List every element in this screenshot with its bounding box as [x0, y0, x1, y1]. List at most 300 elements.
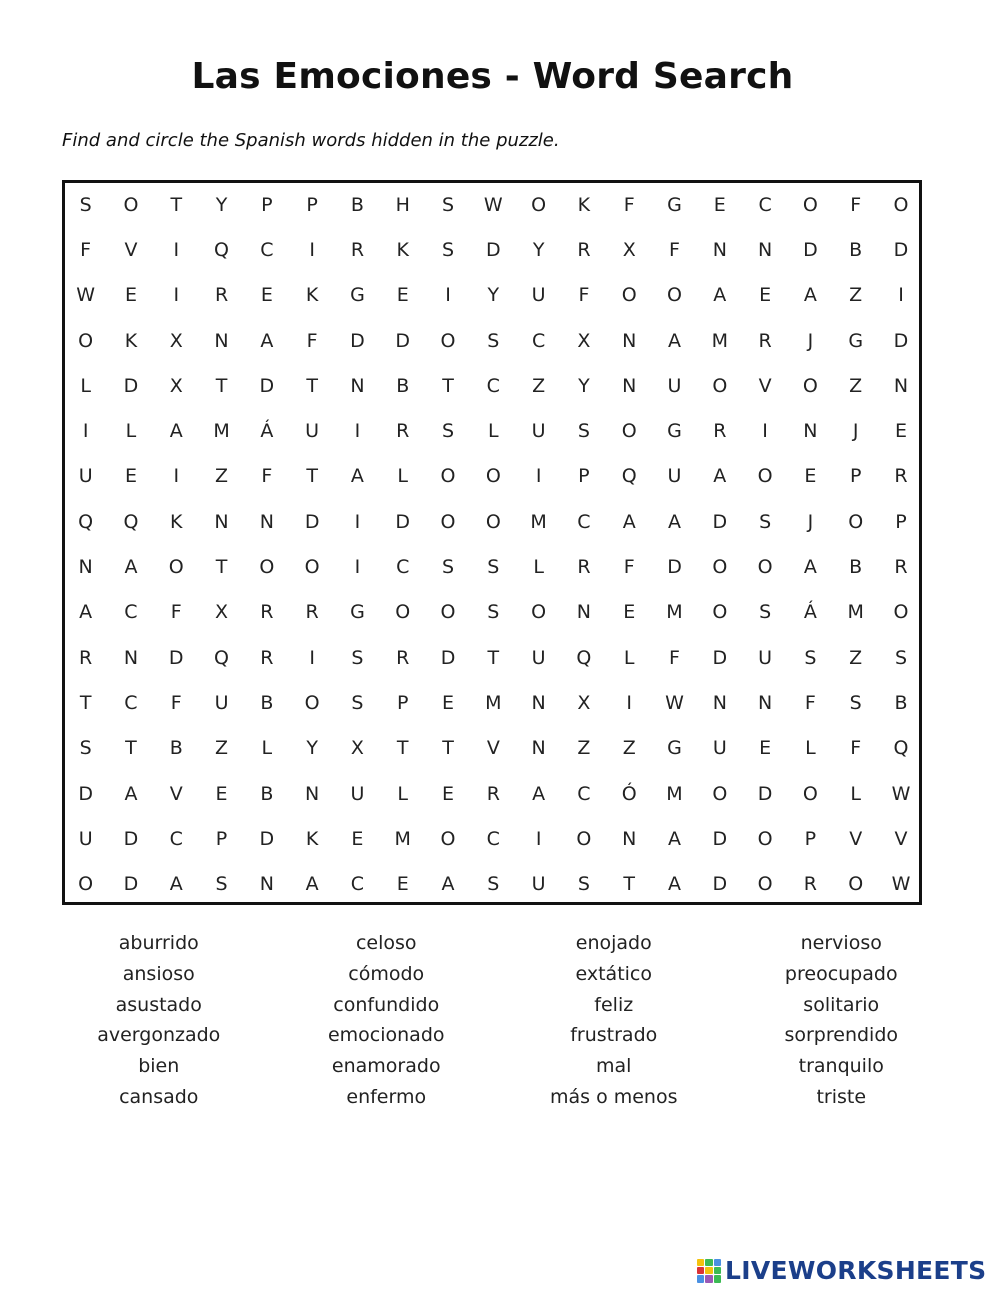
grid-cell[interactable]: T [306, 374, 318, 397]
grid-cell[interactable]: D [259, 827, 275, 850]
grid-cell[interactable]: O [621, 420, 637, 443]
grid-cell[interactable]: I [626, 691, 633, 714]
grid-cell[interactable]: T [79, 691, 92, 714]
grid-cell[interactable]: N [259, 510, 274, 533]
grid-cell[interactable]: Q [893, 737, 909, 760]
grid-cell[interactable]: O [440, 827, 456, 850]
grid-cell[interactable]: O [440, 601, 456, 624]
grid-cell[interactable]: S [441, 420, 455, 443]
grid-cell[interactable]: O [802, 782, 818, 805]
grid-cell[interactable]: O [757, 827, 773, 850]
grid-cell[interactable]: I [173, 465, 180, 488]
grid-cell[interactable]: O [712, 782, 728, 805]
grid-cell[interactable]: F [669, 646, 680, 669]
grid-cell[interactable]: D [395, 510, 411, 533]
grid-cell[interactable]: C [486, 374, 500, 397]
grid-cell[interactable]: L [397, 782, 409, 805]
grid-cell[interactable]: Z [849, 284, 863, 307]
grid-cell[interactable]: A [169, 420, 183, 443]
grid-cell[interactable]: L [533, 556, 544, 579]
grid-cell[interactable]: I [82, 420, 89, 443]
grid-cell[interactable]: S [215, 873, 228, 896]
grid-cell[interactable]: U [350, 782, 365, 805]
grid-cell[interactable]: R [713, 420, 727, 443]
grid-cell[interactable]: O [123, 193, 139, 216]
grid-cell[interactable]: P [306, 193, 318, 216]
grid-cell[interactable]: D [712, 646, 728, 669]
grid-cell[interactable]: D [893, 329, 909, 352]
grid-cell[interactable]: B [260, 691, 274, 714]
grid-cell[interactable]: K [124, 329, 138, 352]
grid-cell[interactable]: K [396, 238, 409, 261]
grid-cell[interactable]: O [259, 556, 275, 579]
grid-cell[interactable]: Q [214, 238, 230, 261]
grid-cell[interactable]: T [306, 465, 318, 488]
grid-cell[interactable]: M [530, 510, 547, 533]
grid-cell[interactable]: R [577, 556, 591, 579]
grid-cell[interactable]: N [803, 420, 818, 443]
grid-cell[interactable]: K [305, 284, 319, 307]
grid-cell[interactable]: A [668, 329, 681, 352]
grid-cell[interactable]: I [354, 510, 361, 533]
grid-cell[interactable]: I [535, 465, 542, 488]
grid-cell[interactable]: Q [576, 646, 592, 669]
grid-cell[interactable]: U [667, 465, 682, 488]
grid-cell[interactable]: S [441, 193, 455, 216]
grid-cell[interactable]: N [712, 691, 727, 714]
grid-cell[interactable]: I [173, 284, 180, 307]
grid-cell[interactable]: L [850, 782, 861, 805]
grid-cell[interactable]: X [350, 737, 364, 760]
grid-cell[interactable]: M [394, 827, 411, 850]
grid-cell[interactable]: I [445, 284, 451, 307]
grid-cell[interactable]: U [78, 827, 93, 850]
grid-cell[interactable]: E [124, 284, 137, 307]
grid-cell[interactable]: O [440, 329, 456, 352]
grid-cell[interactable]: S [351, 646, 364, 669]
grid-cell[interactable]: Z [849, 646, 863, 669]
grid-cell[interactable]: Y [578, 374, 590, 397]
grid-cell[interactable]: V [486, 737, 500, 760]
grid-cell[interactable]: E [894, 420, 907, 443]
grid-cell[interactable]: D [712, 827, 728, 850]
grid-cell[interactable]: S [849, 691, 862, 714]
grid-cell[interactable]: O [168, 556, 184, 579]
grid-cell[interactable]: E [442, 691, 455, 714]
grid-cell[interactable]: G [848, 329, 864, 352]
grid-cell[interactable]: O [485, 510, 501, 533]
grid-cell[interactable]: F [623, 556, 635, 579]
grid-cell[interactable]: O [304, 691, 320, 714]
grid-cell[interactable]: P [849, 465, 862, 488]
grid-cell[interactable]: V [849, 827, 863, 850]
grid-cell[interactable]: R [486, 782, 500, 805]
grid-cell[interactable]: O [78, 329, 94, 352]
grid-cell[interactable]: A [169, 873, 183, 896]
grid-cell[interactable]: B [894, 691, 908, 714]
grid-cell[interactable]: R [260, 646, 274, 669]
grid-cell[interactable]: O [576, 827, 592, 850]
grid-cell[interactable]: R [577, 238, 591, 261]
grid-cell[interactable]: S [487, 873, 500, 896]
grid-cell[interactable]: U [712, 737, 727, 760]
grid-cell[interactable]: S [759, 601, 772, 624]
grid-cell[interactable]: G [350, 601, 365, 624]
grid-cell[interactable]: I [354, 556, 361, 579]
grid-cell[interactable]: O [395, 601, 411, 624]
grid-cell[interactable]: C [531, 329, 546, 352]
grid-cell[interactable]: O [621, 284, 637, 307]
grid-cell[interactable]: F [578, 284, 590, 307]
grid-cell[interactable]: O [712, 374, 728, 397]
grid-cell[interactable]: N [214, 510, 229, 533]
grid-cell[interactable]: P [396, 691, 409, 714]
grid-cell[interactable]: F [804, 691, 816, 714]
grid-cell[interactable]: W [665, 691, 684, 714]
grid-cell[interactable]: N [622, 827, 637, 850]
grid-cell[interactable]: B [849, 556, 863, 579]
grid-cell[interactable]: T [623, 873, 636, 896]
grid-cell[interactable]: U [667, 374, 682, 397]
grid-cell[interactable]: B [260, 782, 274, 805]
grid-cell[interactable]: S [804, 646, 817, 669]
grid-cell[interactable]: L [623, 646, 635, 669]
grid-cell[interactable]: R [214, 284, 229, 307]
grid-cell[interactable]: C [577, 510, 591, 533]
grid-cell[interactable]: C [350, 873, 365, 896]
grid-cell[interactable]: I [309, 646, 315, 669]
grid-cell[interactable]: Z [622, 737, 636, 760]
grid-cell[interactable]: R [305, 601, 319, 624]
grid-cell[interactable]: I [354, 420, 361, 443]
grid-cell[interactable]: V [169, 782, 183, 805]
grid-cell[interactable]: G [667, 737, 682, 760]
grid-cell[interactable]: S [487, 601, 500, 624]
grid-cell[interactable]: W [891, 873, 911, 896]
grid-cell[interactable]: G [667, 193, 682, 216]
grid-cell[interactable]: D [486, 238, 501, 261]
grid-cell[interactable]: L [805, 737, 816, 760]
grid-cell[interactable]: Q [123, 510, 139, 533]
grid-cell[interactable]: C [260, 238, 274, 261]
grid-cell[interactable]: T [442, 374, 454, 397]
grid-cell[interactable]: N [757, 691, 773, 714]
grid-cell[interactable]: S [487, 556, 500, 579]
grid-cell[interactable]: L [261, 737, 273, 760]
grid-cell[interactable]: N [712, 238, 727, 261]
grid-cell[interactable]: W [76, 284, 96, 307]
grid-cell[interactable]: I [535, 827, 542, 850]
grid-cell[interactable]: E [396, 873, 409, 896]
grid-cell[interactable]: J [807, 329, 814, 352]
grid-cell[interactable]: D [757, 782, 773, 805]
grid-cell[interactable]: Q [78, 510, 94, 533]
grid-cell[interactable]: L [125, 420, 137, 443]
grid-cell[interactable]: K [577, 193, 591, 216]
grid-cell[interactable]: J [852, 420, 859, 443]
grid-cell[interactable]: K [305, 827, 319, 850]
grid-cell[interactable]: D [304, 510, 320, 533]
grid-cell[interactable]: F [850, 737, 862, 760]
grid-cell[interactable]: A [803, 284, 817, 307]
grid-cell[interactable]: K [170, 510, 183, 533]
grid-cell[interactable]: F [306, 329, 318, 352]
grid-cell[interactable]: T [170, 193, 183, 216]
grid-cell[interactable]: E [260, 284, 273, 307]
grid-cell[interactable]: N [576, 601, 592, 624]
grid-cell[interactable]: Ó [621, 782, 637, 805]
grid-cell[interactable]: S [79, 737, 92, 760]
grid-cell[interactable]: T [125, 737, 137, 760]
grid-cell[interactable]: N [305, 782, 320, 805]
grid-cell[interactable]: D [712, 510, 728, 533]
grid-cell[interactable]: I [762, 420, 768, 443]
grid-cell[interactable]: H [395, 193, 410, 216]
grid-cell[interactable]: V [894, 827, 908, 850]
grid-cell[interactable]: N [757, 238, 773, 261]
grid-cell[interactable]: W [483, 193, 503, 216]
grid-cell[interactable]: O [893, 193, 909, 216]
grid-cell[interactable]: O [712, 601, 728, 624]
grid-cell[interactable]: T [487, 646, 500, 669]
grid-cell[interactable]: Y [487, 284, 500, 307]
grid-cell[interactable]: O [757, 465, 773, 488]
grid-cell[interactable]: D [168, 646, 184, 669]
grid-cell[interactable]: X [577, 329, 591, 352]
grid-cell[interactable]: P [578, 465, 590, 488]
grid-cell[interactable]: A [803, 556, 817, 579]
grid-cell[interactable]: D [78, 782, 93, 805]
grid-cell[interactable]: M [485, 691, 502, 714]
grid-cell[interactable]: R [79, 646, 93, 669]
grid-cell[interactable]: E [759, 284, 772, 307]
grid-cell[interactable]: C [396, 556, 410, 579]
grid-cell[interactable]: D [350, 329, 365, 352]
grid-cell[interactable]: A [124, 556, 138, 579]
grid-cell[interactable]: S [351, 691, 364, 714]
grid-cell[interactable]: F [623, 193, 635, 216]
grid-cell[interactable]: O [304, 556, 320, 579]
grid-cell[interactable]: X [169, 374, 183, 397]
grid-cell[interactable]: E [804, 465, 817, 488]
grid-cell[interactable]: O [802, 193, 818, 216]
grid-cell[interactable]: S [894, 646, 908, 669]
grid-cell[interactable]: P [804, 827, 817, 850]
grid-cell[interactable]: M [666, 601, 683, 624]
grid-cell[interactable]: R [758, 329, 772, 352]
grid-cell[interactable]: R [350, 238, 365, 261]
grid-cell[interactable]: N [893, 374, 909, 397]
grid-cell[interactable]: F [850, 193, 862, 216]
grid-cell[interactable]: T [442, 737, 454, 760]
grid-cell[interactable]: L [397, 465, 409, 488]
grid-cell[interactable]: X [215, 601, 229, 624]
grid-cell[interactable]: F [170, 601, 182, 624]
grid-cell[interactable]: D [123, 374, 139, 397]
grid-cell[interactable]: Y [215, 193, 228, 216]
grid-cell[interactable]: M [666, 782, 683, 805]
grid-cell[interactable]: U [78, 465, 93, 488]
grid-cell[interactable]: N [350, 374, 365, 397]
grid-cell[interactable]: N [214, 329, 229, 352]
grid-cell[interactable]: Á [260, 420, 274, 443]
grid-cell[interactable]: M [213, 420, 230, 443]
grid-cell[interactable]: X [577, 691, 591, 714]
grid-cell[interactable]: O [440, 465, 456, 488]
grid-cell[interactable]: N [123, 646, 139, 669]
grid-cell[interactable]: O [893, 601, 909, 624]
grid-cell[interactable]: N [531, 691, 546, 714]
grid-cell[interactable]: D [893, 238, 909, 261]
grid-cell[interactable]: E [442, 782, 455, 805]
grid-cell[interactable]: U [305, 420, 320, 443]
grid-cell[interactable]: E [215, 782, 228, 805]
grid-cell[interactable]: R [396, 420, 410, 443]
grid-cell[interactable]: Z [215, 465, 229, 488]
grid-cell[interactable]: A [668, 510, 681, 533]
grid-cell[interactable]: A [668, 827, 681, 850]
grid-cell[interactable]: D [395, 329, 411, 352]
grid-cell[interactable]: F [669, 238, 680, 261]
grid-cell[interactable]: A [350, 465, 364, 488]
grid-cell[interactable]: E [351, 827, 364, 850]
grid-cell[interactable]: A [668, 873, 681, 896]
grid-cell[interactable]: G [667, 420, 682, 443]
grid-cell[interactable]: B [849, 238, 863, 261]
grid-cell[interactable]: V [124, 238, 138, 261]
grid-cell[interactable]: C [124, 601, 138, 624]
grid-cell[interactable]: F [261, 465, 273, 488]
grid-cell[interactable]: Z [577, 737, 591, 760]
grid-cell[interactable]: Z [215, 737, 229, 760]
grid-cell[interactable]: X [622, 238, 636, 261]
grid-cell[interactable]: D [123, 873, 139, 896]
grid-cell[interactable]: Á [803, 601, 817, 624]
grid-cell[interactable]: I [309, 238, 315, 261]
grid-cell[interactable]: O [531, 601, 547, 624]
grid-cell[interactable]: O [440, 510, 456, 533]
grid-cell[interactable]: A [124, 782, 138, 805]
grid-cell[interactable]: N [259, 873, 274, 896]
grid-cell[interactable]: L [80, 374, 91, 397]
grid-cell[interactable]: R [396, 646, 410, 669]
grid-cell[interactable]: A [713, 284, 727, 307]
grid-cell[interactable]: A [532, 782, 546, 805]
grid-cell[interactable]: R [260, 601, 274, 624]
grid-cell[interactable]: L [488, 420, 499, 443]
grid-cell[interactable]: E [759, 737, 772, 760]
grid-cell[interactable]: O [757, 873, 773, 896]
grid-cell[interactable]: D [440, 646, 456, 669]
grid-cell[interactable]: S [441, 238, 455, 261]
grid-cell[interactable]: I [898, 284, 904, 307]
grid-cell[interactable]: A [79, 601, 93, 624]
grid-cell[interactable]: W [891, 782, 911, 805]
grid-cell[interactable]: O [848, 873, 864, 896]
grid-cell[interactable]: P [215, 827, 228, 850]
grid-cell[interactable]: O [78, 873, 94, 896]
grid-cell[interactable]: N [78, 556, 93, 579]
grid-cell[interactable]: S [577, 873, 590, 896]
grid-cell[interactable]: P [261, 193, 273, 216]
grid-cell[interactable]: M [711, 329, 728, 352]
grid-cell[interactable]: S [487, 329, 500, 352]
grid-cell[interactable]: D [667, 556, 682, 579]
grid-cell[interactable]: Q [621, 465, 637, 488]
grid-cell[interactable]: Z [849, 374, 863, 397]
grid-cell[interactable]: S [441, 556, 455, 579]
grid-cell[interactable]: O [757, 556, 773, 579]
grid-cell[interactable]: D [803, 238, 818, 261]
grid-cell[interactable]: Q [214, 646, 230, 669]
grid-cell[interactable]: T [396, 737, 409, 760]
grid-cell[interactable]: E [713, 193, 726, 216]
grid-cell[interactable]: T [215, 374, 228, 397]
grid-cell[interactable]: O [667, 284, 682, 307]
grid-cell[interactable]: A [622, 510, 636, 533]
grid-cell[interactable]: T [215, 556, 228, 579]
grid-cell[interactable]: D [259, 374, 275, 397]
grid-cell[interactable]: U [531, 873, 546, 896]
grid-cell[interactable]: R [803, 873, 817, 896]
grid-cell[interactable]: S [759, 510, 772, 533]
grid-cell[interactable]: R [894, 556, 908, 579]
grid-cell[interactable]: D [712, 873, 728, 896]
grid-cell[interactable]: E [396, 284, 409, 307]
grid-cell[interactable]: U [531, 420, 546, 443]
grid-cell[interactable]: C [758, 193, 772, 216]
grid-cell[interactable]: E [124, 465, 137, 488]
grid-cell[interactable]: C [486, 827, 500, 850]
grid-cell[interactable]: A [441, 873, 455, 896]
grid-cell[interactable]: B [396, 374, 410, 397]
grid-cell[interactable]: A [713, 465, 727, 488]
grid-cell[interactable]: Y [306, 737, 318, 760]
grid-cell[interactable]: N [622, 374, 637, 397]
grid-cell[interactable]: O [712, 556, 728, 579]
grid-cell[interactable]: S [79, 193, 92, 216]
grid-cell[interactable]: Z [532, 374, 546, 397]
grid-cell[interactable]: P [895, 510, 907, 533]
grid-cell[interactable]: C [169, 827, 183, 850]
grid-cell[interactable]: M [847, 601, 864, 624]
grid-cell[interactable]: J [807, 510, 814, 533]
grid-cell[interactable]: E [623, 601, 636, 624]
grid-cell[interactable]: G [350, 284, 365, 307]
grid-cell[interactable]: D [123, 827, 139, 850]
grid-cell[interactable]: O [485, 465, 501, 488]
grid-cell[interactable]: O [802, 374, 818, 397]
grid-cell[interactable]: O [531, 193, 547, 216]
grid-cell[interactable]: F [170, 691, 182, 714]
grid-cell[interactable]: I [173, 238, 180, 261]
grid-cell[interactable]: U [531, 284, 546, 307]
grid-cell[interactable]: X [169, 329, 183, 352]
grid-cell[interactable]: B [350, 193, 364, 216]
grid-cell[interactable]: S [577, 420, 590, 443]
grid-cell[interactable]: U [531, 646, 546, 669]
grid-cell[interactable]: C [124, 691, 138, 714]
grid-cell[interactable]: A [305, 873, 319, 896]
grid-cell[interactable]: A [260, 329, 274, 352]
grid-cell[interactable]: F [80, 238, 92, 261]
grid-cell[interactable]: N [531, 737, 546, 760]
grid-cell[interactable]: U [758, 646, 773, 669]
grid-cell[interactable]: Y [532, 238, 545, 261]
grid-cell[interactable]: R [894, 465, 908, 488]
grid-cell[interactable]: C [577, 782, 591, 805]
grid-cell[interactable]: V [758, 374, 772, 397]
